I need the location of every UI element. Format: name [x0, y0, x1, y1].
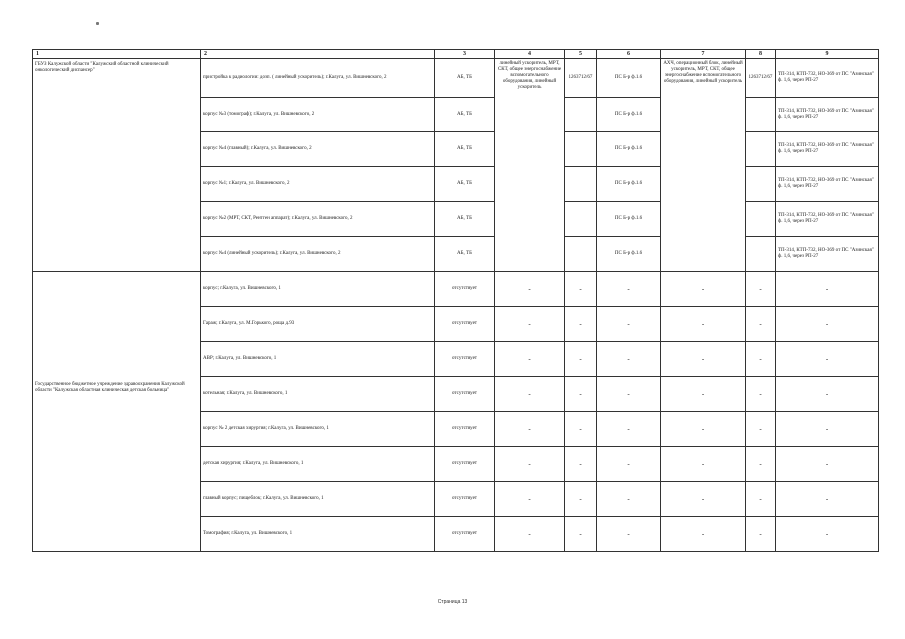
category-cell: отсутствует — [435, 307, 495, 342]
header-row — [33, 50, 879, 59]
empty-cell — [746, 132, 776, 167]
dash-cell: - — [597, 447, 661, 482]
contract-cell: 1263712/67 — [746, 59, 776, 98]
dash-cell: - — [597, 517, 661, 552]
object-cell: корпус № 2 детская хирургия; г.Калуга, ул. Вишневского, 1 — [201, 412, 435, 447]
dash-cell: - — [597, 342, 661, 377]
category-cell: АБ, ТБ — [435, 132, 495, 167]
feeder-cell: ТП-314, КТП-732, НО-369 от ПС "Азинская" ф. 1,6, через РП-27 — [776, 59, 879, 98]
dash-cell: - — [776, 377, 879, 412]
header-cell: 5 — [565, 50, 597, 59]
header-cell: 3 — [435, 50, 495, 59]
dash-cell: - — [597, 307, 661, 342]
category-cell: АБ, ТБ — [435, 98, 495, 132]
empty-cell — [565, 237, 597, 272]
category-cell: отсутствует — [435, 447, 495, 482]
category-cell: отсутствует — [435, 412, 495, 447]
object-cell: детская хирургия; г.Калуга, ул. Вишневского, 1 — [201, 447, 435, 482]
dash-cell: - — [565, 412, 597, 447]
empty-cell — [746, 237, 776, 272]
dash-cell: - — [661, 377, 746, 412]
header-cell: 7 — [661, 50, 746, 59]
feeder-cell: ТП-314, КТП-732, НО-369 от ПС "Азинская" ф. 1,6, через РП-27 — [776, 132, 879, 167]
feeder-cell: ТП-314, КТП-732, НО-369 от ПС "Азинская" ф. 1,6, через РП-27 — [776, 202, 879, 237]
substation-cell: ПС Б-р ф.1.6 — [597, 202, 661, 237]
dash-cell: - — [776, 482, 879, 517]
empty-cell — [746, 98, 776, 132]
object-cell: котельная; г.Калуга, ул. Вишневского, 1 — [201, 377, 435, 412]
scan-speck — [96, 22, 99, 25]
dash-cell: - — [746, 377, 776, 412]
dash-cell: - — [661, 272, 746, 307]
dash-cell: - — [746, 482, 776, 517]
category-cell: отсутствует — [435, 272, 495, 307]
header-cell: 9 — [776, 50, 879, 59]
dash-cell: - — [495, 482, 565, 517]
dash-cell: - — [597, 377, 661, 412]
substation-cell: ПС Б-р ф.1.6 — [597, 59, 661, 98]
object-cell: корпус №1; г.Калуга, ул. Вишневского, 2 — [201, 167, 435, 202]
substation-cell: ПС Б-р ф.1.6 — [597, 132, 661, 167]
dash-cell: - — [565, 447, 597, 482]
dash-cell: - — [776, 517, 879, 552]
empty-cell — [565, 167, 597, 202]
category-cell: отсутствует — [435, 482, 495, 517]
empty-cell — [746, 167, 776, 202]
dash-cell: - — [746, 412, 776, 447]
header-cell: 6 — [597, 50, 661, 59]
dash-cell: - — [746, 517, 776, 552]
dash-cell: - — [776, 342, 879, 377]
object-cell: пристройка к радиологии: дозп. ( линейный ускоритель); г.Калуга, ул. Вишневского, 2 — [201, 59, 435, 98]
dash-cell: - — [661, 307, 746, 342]
connection-table — [32, 49, 879, 552]
header-cell: 1 — [33, 50, 201, 59]
dash-cell: - — [495, 307, 565, 342]
header-cell: 8 — [746, 50, 776, 59]
object-cell: АВР; г.Калуга, ул. Вишневского, 1 — [201, 342, 435, 377]
dash-cell: - — [661, 447, 746, 482]
dash-cell: - — [495, 377, 565, 412]
load-description-cell: линейный ускоритель, МРТ, СКТ, общее энергоснабжение вспомогательного оборудования, линейный ускоритель — [495, 59, 565, 272]
table-row — [33, 59, 879, 98]
dash-cell: - — [661, 517, 746, 552]
object-cell: Гараж; г.Калуга, ул. М.Горького, роща д.93 — [201, 307, 435, 342]
object-cell: корпус №4 (линейный ускоритель); г.Калуга, ул. Вишневского, 2 — [201, 237, 435, 272]
dash-cell: - — [565, 307, 597, 342]
dash-cell: - — [495, 412, 565, 447]
dash-cell: - — [776, 307, 879, 342]
page-number: Страница 13 — [437, 599, 468, 605]
object-cell: главный корпус; пищеблок; г.Калуга, ул. Вишневского, 1 — [201, 482, 435, 517]
dash-cell: - — [776, 272, 879, 307]
category-cell: отсутствует — [435, 517, 495, 552]
object-cell: Томография; г.Калуга, ул. Вишневского, 1 — [201, 517, 435, 552]
organization-cell: ГБУЗ Калужской области "Калужский областной клинический онкологический диспансер" — [33, 59, 201, 272]
dash-cell: - — [565, 377, 597, 412]
feeder-cell: ТП-314, КТП-732, НО-369 от ПС "Азинская" ф. 1,6, через РП-27 — [776, 98, 879, 132]
category-cell: АБ, ТБ — [435, 59, 495, 98]
dash-cell: - — [746, 447, 776, 482]
object-cell: корпус №3 (томограф); г.Калуга, ул. Вишневского, 2 — [201, 98, 435, 132]
substation-cell: ПС Б-р ф.1.6 — [597, 237, 661, 272]
dash-cell: - — [661, 412, 746, 447]
feeder-cell: ТП-314, КТП-732, НО-369 от ПС "Азинская" ф. 1,6, через РП-27 — [776, 237, 879, 272]
dash-cell: - — [565, 342, 597, 377]
table-row — [33, 272, 879, 307]
category-cell: АБ, ТБ — [435, 237, 495, 272]
dash-cell: - — [746, 307, 776, 342]
category-cell: АБ, ТБ — [435, 167, 495, 202]
dash-cell: - — [495, 342, 565, 377]
object-cell: корпус №2 (МРТ, СКТ, Рентген аппарат); г.Калуга, ул. Вишневского, 2 — [201, 202, 435, 237]
dash-cell: - — [597, 482, 661, 517]
dash-cell: - — [776, 447, 879, 482]
object-cell: корпус; г.Калуга, ул. Вишневского, 1 — [201, 272, 435, 307]
empty-cell — [565, 98, 597, 132]
empty-cell — [746, 202, 776, 237]
dash-cell: - — [565, 482, 597, 517]
dash-cell: - — [746, 342, 776, 377]
dash-cell: - — [495, 272, 565, 307]
dash-cell: - — [495, 517, 565, 552]
substation-cell: ПС Б-р ф.1.6 — [597, 98, 661, 132]
object-cell: корпус №4 (главный); г.Калуга, ул. Вишневского, 2 — [201, 132, 435, 167]
dash-cell: - — [495, 447, 565, 482]
dash-cell: - — [597, 412, 661, 447]
header-cell: 2 — [201, 50, 435, 59]
empty-cell — [565, 202, 597, 237]
organization-cell: Государственное бюджетное учреждение здравоохранения Калужской области "Калужская областная клиническая детская больница" — [33, 272, 201, 552]
header-cell: 4 — [495, 50, 565, 59]
load-description-cell: АХЧ, операционный блок, линейный ускоритель, МРТ, СКТ, общее энергоснабжение вспомогательного оборудования, линейный ускоритель — [661, 59, 746, 272]
empty-cell — [565, 132, 597, 167]
category-cell: АБ, ТБ — [435, 202, 495, 237]
dash-cell: - — [565, 272, 597, 307]
dash-cell: - — [746, 272, 776, 307]
contract-cell: 1263712/67 — [565, 59, 597, 98]
category-cell: отсутствует — [435, 342, 495, 377]
dash-cell: - — [776, 412, 879, 447]
dash-cell: - — [661, 342, 746, 377]
feeder-cell: ТП-314, КТП-732, НО-369 от ПС "Азинская" ф. 1,6, через РП-27 — [776, 167, 879, 202]
dash-cell: - — [661, 482, 746, 517]
category-cell: отсутствует — [435, 377, 495, 412]
substation-cell: ПС Б-р ф.1.6 — [597, 167, 661, 202]
dash-cell: - — [597, 272, 661, 307]
dash-cell: - — [565, 517, 597, 552]
